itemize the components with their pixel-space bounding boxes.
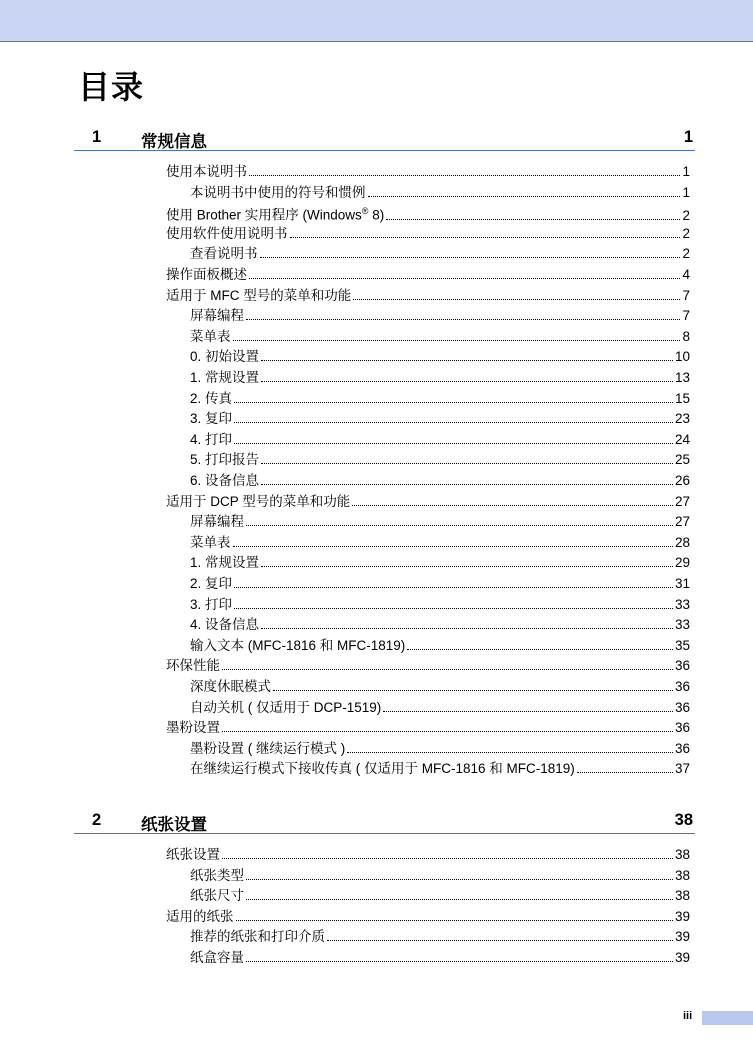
- toc-entry[interactable]: [190, 884, 690, 904]
- toc-entry[interactable]: [190, 448, 690, 468]
- chapter-number: 2: [92, 811, 102, 829]
- chapter-number: 1: [92, 128, 102, 146]
- toc-entry-title: 墨粉设置: [166, 720, 220, 736]
- header-band: [0, 0, 753, 42]
- toc-entry-page: 8: [682, 328, 690, 344]
- toc-entry-page: 37: [674, 761, 690, 777]
- leader-dots: [246, 884, 673, 900]
- toc-entry-page: 36: [674, 699, 690, 715]
- toc-entry-title: 菜单表: [190, 534, 231, 550]
- chapter-title: 常规信息: [141, 133, 207, 151]
- chapter-title: 纸张设置: [141, 816, 207, 834]
- leader-dots: [407, 634, 673, 650]
- toc-entry[interactable]: [166, 160, 690, 180]
- toc-entry-page: 38: [674, 847, 690, 862]
- toc-entry-title: 纸张尺寸: [190, 888, 244, 904]
- toc-entry-page: 33: [674, 596, 690, 612]
- toc-entry-title: 推荐的纸张和打印介质: [190, 929, 325, 945]
- toc-entry-page: 27: [674, 493, 690, 509]
- toc-entry-title: 输入文本 (MFC-1816 和 MFC-1819): [190, 637, 406, 653]
- toc-entry-title: 适用的纸张: [166, 908, 234, 924]
- leader-dots: [246, 946, 673, 962]
- leader-dots: [233, 531, 673, 547]
- toc-entry[interactable]: [166, 490, 690, 510]
- toc-entry-title: 纸张类型: [190, 867, 244, 883]
- toc-entry-title: 纸张设置: [166, 847, 220, 862]
- page-number: iii: [683, 1010, 693, 1022]
- toc-entry-page: 28: [674, 534, 690, 550]
- toc-entry-page: 39: [674, 950, 690, 965]
- toc-entry[interactable]: [166, 284, 690, 304]
- leader-dots: [261, 366, 673, 382]
- leader-dots: [261, 551, 673, 567]
- leader-dots: [273, 675, 673, 691]
- toc-entry-title: 2. 传真: [190, 390, 233, 406]
- toc-entry[interactable]: [190, 242, 690, 262]
- leader-dots: [246, 304, 680, 320]
- toc-entry-page: 26: [674, 473, 690, 488]
- toc-entry-page: 36: [674, 658, 690, 674]
- toc-entry-page: 36: [674, 720, 690, 736]
- leader-dots: [234, 593, 673, 609]
- toc-entry[interactable]: [190, 572, 690, 592]
- toc-entry-title: 适用于 DCP 型号的菜单和功能: [166, 493, 351, 509]
- toc-entry-page: 35: [674, 637, 690, 653]
- leader-dots: [249, 263, 680, 279]
- toc-entry-page: 38: [674, 888, 690, 904]
- toc-entry[interactable]: [166, 263, 690, 283]
- toc-entry-page: 36: [674, 679, 690, 694]
- toc-entry-page: 13: [674, 370, 690, 385]
- footer-tab: [702, 1011, 753, 1025]
- toc-entry[interactable]: [190, 387, 690, 407]
- toc-entry-title: 屏幕编程: [190, 308, 244, 324]
- leader-dots: [249, 160, 680, 176]
- toc-entry[interactable]: [190, 946, 690, 966]
- toc-entry[interactable]: [190, 428, 690, 448]
- leader-dots: [222, 843, 673, 859]
- toc-entry-title: 3. 打印: [190, 596, 233, 612]
- toc-entry[interactable]: [190, 531, 690, 551]
- toc-entry[interactable]: [190, 345, 690, 365]
- leader-dots: [352, 490, 673, 506]
- toc-entry[interactable]: [190, 613, 690, 633]
- leader-dots: [222, 716, 673, 732]
- toc-entry-title: 5. 打印报告: [190, 452, 260, 468]
- toc-entry[interactable]: [190, 737, 690, 757]
- leader-dots: [234, 387, 673, 403]
- toc-entry[interactable]: [190, 469, 690, 489]
- page-title: 目录: [78, 69, 145, 105]
- chapter-heading[interactable]: [74, 811, 695, 834]
- toc-entry-page: 2: [682, 246, 690, 262]
- toc-entry-page: 23: [674, 411, 690, 427]
- toc-entry[interactable]: [166, 716, 690, 736]
- toc-entry-page: 2: [682, 207, 690, 223]
- toc-entry[interactable]: [166, 222, 690, 242]
- leader-dots: [236, 905, 673, 921]
- toc-entry-title: 1. 常规设置: [190, 555, 260, 571]
- toc-entry-page: 7: [682, 287, 690, 303]
- toc-entry[interactable]: [190, 696, 690, 716]
- toc-entry-page: 39: [674, 929, 690, 945]
- toc-entry-page: 38: [674, 867, 690, 883]
- toc-entry[interactable]: [190, 634, 690, 654]
- toc-entry-title: 深度休眠模式: [190, 679, 271, 694]
- toc-entry-title: 环保性能: [166, 658, 220, 674]
- toc-entry[interactable]: [166, 905, 690, 925]
- toc-entry-title: 屏幕编程: [190, 514, 244, 530]
- leader-dots: [261, 613, 673, 629]
- toc-entry-page: 27: [674, 514, 690, 530]
- toc-entry-page: 4: [682, 267, 690, 282]
- toc-entry-title: 本说明书中使用的符号和惯例: [190, 184, 366, 200]
- toc-entry-title: 4. 打印: [190, 431, 233, 447]
- toc-entry-page: 36: [674, 740, 690, 756]
- toc-entry-page: 2: [682, 225, 690, 241]
- toc-entry-title: 查看说明书: [190, 246, 258, 262]
- toc-entry-title: 3. 复印: [190, 411, 233, 427]
- toc-entry[interactable]: [190, 510, 690, 530]
- chapter-page-number: 1: [683, 128, 693, 146]
- leader-dots: [347, 737, 673, 753]
- leader-dots: [222, 654, 673, 670]
- toc-entry-page: 33: [674, 617, 690, 633]
- leader-dots: [234, 407, 673, 423]
- leader-dots: [353, 284, 680, 300]
- leader-dots: [261, 448, 673, 464]
- toc-entry-page: 24: [674, 431, 690, 447]
- leader-dots: [327, 925, 673, 941]
- toc-entry-page: 10: [674, 349, 690, 365]
- leader-dots: [234, 428, 673, 444]
- toc-entry[interactable]: [190, 304, 690, 324]
- toc-entry[interactable]: [190, 757, 690, 777]
- toc-entry-title: 使用本说明书: [166, 164, 247, 179]
- toc-entry-title: 墨粉设置 ( 继续运行模式 ): [190, 740, 346, 756]
- toc-entry[interactable]: [190, 366, 690, 386]
- leader-dots: [260, 242, 681, 258]
- leader-dots: [368, 181, 681, 197]
- toc-entry-title: 菜单表: [190, 328, 231, 344]
- toc-entry[interactable]: [190, 181, 690, 201]
- toc-entry-title: 使用软件使用说明书: [166, 225, 288, 241]
- leader-dots: [290, 222, 681, 238]
- leader-dots: [233, 325, 681, 341]
- toc-entry-title: 自动关机 ( 仅适用于 DCP-1519): [190, 699, 382, 715]
- leader-dots: [261, 345, 673, 361]
- toc-entry-page: 1: [682, 184, 690, 200]
- toc-entry[interactable]: [190, 593, 690, 613]
- toc-entry[interactable]: [190, 551, 690, 571]
- toc-entry-title: 操作面板概述: [166, 267, 247, 282]
- toc-entry-page: 39: [674, 908, 690, 924]
- toc-entry[interactable]: [190, 407, 690, 427]
- leader-dots: [234, 572, 673, 588]
- toc-entry[interactable]: [166, 843, 690, 863]
- toc-entry-title: 1. 常规设置: [190, 370, 260, 385]
- toc-entry-page: 25: [674, 452, 690, 468]
- toc-entry-title: 在继续运行模式下接收传真 ( 仅适用于 MFC-1816 和 MFC-1819): [190, 761, 575, 777]
- toc-entry-title: 0. 初始设置: [190, 349, 260, 365]
- leader-dots: [383, 696, 673, 712]
- toc-entry-page: 15: [674, 390, 690, 406]
- leader-dots: [577, 757, 673, 773]
- toc-entry[interactable]: [190, 925, 690, 945]
- toc-entry-title: 4. 设备信息: [190, 617, 260, 633]
- chapter-heading[interactable]: [74, 128, 695, 151]
- toc-entry-page: 1: [682, 164, 690, 179]
- toc-entry-page: 7: [682, 308, 690, 324]
- toc-entry-title: 使用 Brother 实用程序 (Windows® 8): [166, 206, 385, 223]
- toc-entry[interactable]: [166, 201, 690, 221]
- chapter-page-number: 38: [674, 811, 693, 829]
- toc-entry-title: 2. 复印: [190, 576, 233, 591]
- toc-entry-title: 适用于 MFC 型号的菜单和功能: [166, 287, 352, 303]
- toc-entry[interactable]: [190, 325, 690, 345]
- leader-dots: [246, 510, 673, 526]
- toc-entry[interactable]: [190, 864, 690, 884]
- leader-dots: [246, 864, 673, 880]
- toc-entry[interactable]: [190, 675, 690, 695]
- toc-entry-title: 纸盒容量: [190, 950, 244, 965]
- toc-entry-title: 6. 设备信息: [190, 473, 260, 488]
- leader-dots: [386, 204, 680, 220]
- toc-entry-page: 29: [674, 555, 690, 571]
- toc-entry-page: 31: [674, 576, 690, 591]
- toc-entry[interactable]: [166, 654, 690, 674]
- leader-dots: [261, 469, 673, 485]
